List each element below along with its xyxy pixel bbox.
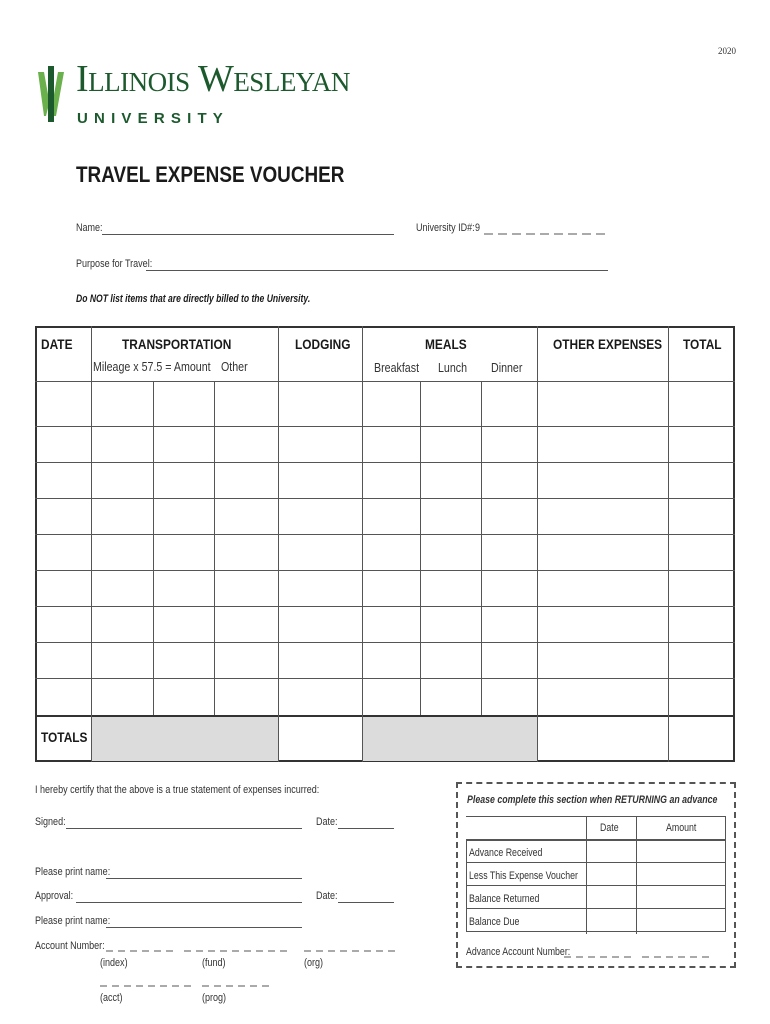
id-digit-blanks (484, 224, 614, 236)
header-transportation: TRANSPORTATION (122, 336, 232, 352)
row-line (35, 462, 735, 463)
row-line (35, 570, 735, 571)
org-label: (org) (304, 957, 324, 969)
print-name-label-2: Please print name: (35, 915, 111, 927)
purpose-label: Purpose for Travel: (76, 258, 153, 270)
row-line (35, 498, 735, 499)
totals-meals-shade (362, 717, 537, 761)
approval-date-label: Date: (316, 890, 338, 902)
header-date: DATE (41, 336, 73, 352)
certify-statement: I hereby certify that the above is a true statement of expenses incurred: (35, 784, 320, 796)
print-name-label: Please print name: (35, 866, 111, 878)
form-year: 2020 (718, 46, 736, 56)
acct-label: (acct) (100, 992, 123, 1004)
row-line (35, 606, 735, 607)
signature-field[interactable] (66, 828, 302, 829)
row-line (35, 642, 735, 643)
header-total: TOTAL (683, 336, 722, 352)
col-line (362, 326, 363, 762)
header-other: Other (221, 359, 248, 374)
date-label: Date: (316, 816, 338, 828)
header-lunch: Lunch (438, 360, 468, 375)
print-name-field-2[interactable] (106, 927, 302, 928)
col-line (91, 326, 92, 762)
less-voucher-label: Less This Expense Voucher (469, 870, 578, 882)
advance-account-blanks[interactable] (562, 946, 712, 960)
account-number-blanks[interactable] (100, 940, 400, 1000)
expense-table (35, 326, 735, 762)
account-number-label: Account Number: (35, 940, 105, 952)
index-label: (index) (100, 957, 128, 969)
col-line (668, 326, 669, 762)
header-dinner: Dinner (491, 360, 523, 375)
advance-heading: Please complete this section when RETURNING an advance (467, 794, 718, 806)
row-line (35, 534, 735, 535)
balance-returned-label: Balance Returned (469, 893, 540, 905)
header-divider (35, 381, 735, 382)
col-line (481, 381, 482, 715)
approval-label: Approval: (35, 890, 74, 902)
purpose-field[interactable] (146, 270, 608, 271)
row-line (35, 678, 735, 679)
fund-label: (fund) (202, 957, 226, 969)
print-name-field[interactable] (106, 878, 302, 879)
approval-field[interactable] (76, 902, 302, 903)
name-label: Name: (76, 222, 103, 234)
signed-label: Signed: (35, 816, 66, 828)
billing-note: Do NOT list items that are directly billed to the University. (76, 293, 311, 305)
name-field[interactable] (102, 234, 394, 235)
col-line (153, 381, 154, 715)
balance-due-label: Balance Due (469, 916, 520, 928)
header-mileage: Mileage x 57.5 = Amount (93, 359, 211, 374)
page-title: TRAVEL EXPENSE VOUCHER (76, 162, 345, 187)
col-line (537, 326, 538, 762)
university-logo-mark (36, 66, 66, 122)
prog-label: (prog) (202, 992, 227, 1004)
university-id-label: University ID#: (416, 222, 475, 234)
logo-subtitle: UNIVERSITY (77, 110, 230, 127)
university-id-field[interactable] (484, 224, 614, 236)
col-line (214, 381, 215, 715)
advance-received-label: Advance Received (469, 847, 543, 859)
header-other-expenses: OTHER EXPENSES (553, 336, 663, 352)
advance-account-label: Advance Account Number: (466, 946, 571, 958)
col-line (278, 326, 279, 762)
totals-divider (35, 715, 735, 717)
logo-wordmark: Illinois Wesleyan (76, 58, 350, 100)
advance-col-date: Date (600, 822, 619, 834)
totals-transport-shade (91, 717, 278, 761)
header-lodging: LODGING (295, 336, 351, 352)
row-line (35, 426, 735, 427)
university-id-prefix: 9 (475, 222, 481, 234)
totals-label: TOTALS (41, 729, 88, 745)
date-field[interactable] (338, 828, 394, 829)
header-meals: MEALS (425, 336, 467, 352)
approval-date-field[interactable] (338, 902, 394, 903)
col-line (420, 381, 421, 715)
header-breakfast: Breakfast (374, 360, 420, 375)
advance-col-amount: Amount (666, 822, 697, 834)
